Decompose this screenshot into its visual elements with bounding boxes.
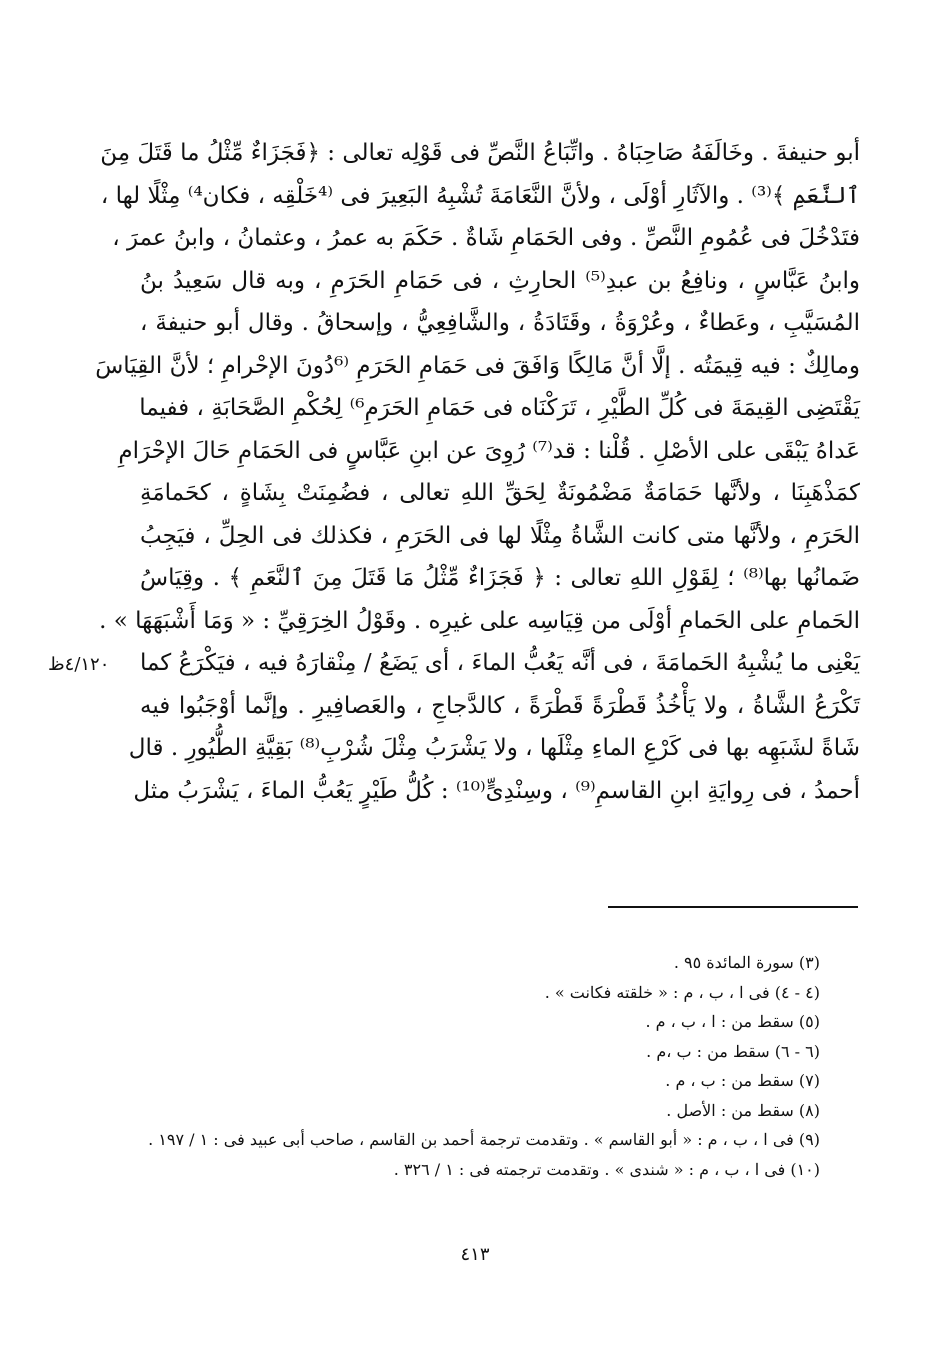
- text-line: يَعْنِى ما يُشْبِهُ الحَمامَةَ ، فى أنَّه يَعُبُّ الماءَ ، أى يَضَعُ / مِنْقارَهُ فيه ، فيَكْرَعُ كما: [140, 650, 860, 676]
- footnote: (٨) سقط من : الأصل .: [666, 1100, 820, 1120]
- text-line: الحَمامِ على الحَمامِ أوْلَى من قِيَاسِه على غيرِه . وقَوْلُ الخِرَقِيِّ : « وَمَا أَشْبَهَهَا » .: [99, 607, 860, 634]
- text-line: وابنُ عَبَّاسٍ ، ونافِعُ بن عبدِ⁽⁵⁾ الحارِثِ ، فى حَمَامِ الحَرَمِ ، وبه قال سَعِيدُ بنُ: [140, 267, 860, 294]
- footnote: (١٠) فى ا ، ب ، م : « شندى » . وتقدمت ترجمته فى : ١ / ٣٢٦ .: [393, 1159, 820, 1179]
- footnote: (٥) سقط من : ا ، ب ، م .: [645, 1012, 820, 1031]
- page-number: ٤١٣: [460, 1244, 490, 1265]
- margin-folio-note: ٤/١٢٠ظ: [48, 654, 110, 675]
- text-line: شَاةً لشَبَهِه بها فى كَرْعِ الماءِ مِثْلَها ، ولا يَشْرَبُ مِثْلَ شُرْبِ⁽⁸⁾ بَقِيَّةِ الطُّيُورِ . قال: [128, 735, 860, 761]
- text-line: عَداهُ يَبْقَى على الأصْلِ . قُلْنا : قد⁽⁷⁾ رُوِىَ عن ابنِ عَبَّاسٍ فى الحَمَامِ حَالَ الإحْرَامِ: [118, 437, 860, 464]
- footnote: (٧) سقط من : ب ، م .: [665, 1071, 820, 1090]
- text-line: فتَدْخُلَ فى عُمُومِ النَّصِّ . وفى الحَمَامِ شَاةٌ . حَكَمَ به عمرُ ، وعثمانُ ، وابنُ عمرَ ،: [112, 225, 860, 251]
- main-text-block: [95, 132, 860, 812]
- text-line: المُسَيَّبِ ، وعَطاءٌ ، وعُرْوَةُ ، وقَتَادَةُ ، والشَّافِعِيُّ ، وإسحاقُ . وقال أبو حنيفةَ ،: [140, 310, 860, 336]
- footnote: (٦ - ٦) سقط من : ب ،م .: [646, 1041, 820, 1061]
- footnote: (٩) فى ا ، ب ، م : « أبو القاسم » . وتقدمت ترجمة أحمد بن القاسم ، صاحب أبى عبيد فى : ١ / ١٩٧ .: [148, 1130, 820, 1149]
- text-line: الحَرَمِ ، ولأنَّها متى كانت الشَّاةُ مِثْلًا لها فى الحَرَمِ ، فكذلك فى الحِلِّ ، فيَجِبُ: [140, 522, 860, 549]
- text-line: أبو حنيفةَ . وخَالَفَهُ صَاحِبَاهُ . واتِّبَاعُ النَّصِّ فى قَوْلِه تعالى : ﴿فَجَزَاءٌ مِّثْلُ ما قَتَلَ مِنَ: [100, 140, 860, 166]
- text-line: تَكْرَعُ الشَّاةُ ، ولا يَأْخُذُ قَطْرَةً قَطْرَةً ، كالدَّجاجِ ، والعَصافِيرِ . وإنَّما أوْجَبُوا فيه: [140, 692, 860, 719]
- text-line: أحمدُ ، فى رِوايَةِ ابنِ القاسمِ⁽⁹⁾ ، وسِنْدِىٍّ⁽¹⁰⁾ : كُلُّ طَيْرٍ يَعُبُّ الماءَ ، يَشْرَبُ مثل: [133, 777, 860, 804]
- text-line: ضَمانُها بها⁽⁸⁾ ؛ لِقَوْلِ اللهِ تعالى : ﴿ فَجَزَاءٌ مِّثْلُ مَا قَتَلَ مِنَ ٱلنَّعَمِ ﴾ . وقِيَاسُ: [140, 565, 860, 591]
- footnote-separator: [608, 906, 858, 908]
- text-line: كمَذْهَبِنَا ، ولأنَّها حَمَامَةٌ مَضْمُونَةٌ لِحَقِّ اللهِ تعالى ، فضُمِنَتْ بِشَاةٍ ، كحَمامَةِ: [140, 480, 860, 506]
- footnote: (٤ - ٤) فى ا ، ب ، م : « خلقته فكانت » .: [544, 982, 820, 1002]
- text-line: ومالِكٌ : فيه قِيمَتُه . إلَّا أنَّ مَالِكًا وَافَقَ فى حَمَامِ الحَرَمِ ⁽⁶دُونَ الإحْرامِ ؛ لأنَّ القِيَاسَ: [95, 352, 860, 379]
- footnote: (٣) سورة المائدة ٩٥ .: [673, 953, 820, 972]
- text-line: ٱلنَّعَمِ ﴾⁽³⁾ . والآثَارِ أوْلَى ، ولأنَّ النَّعَامَةَ تُشْبِهُ البَعِيرَ فى ⁽⁴خَلْقِه ، فكان⁴⁾ مِثْلًا لها ،: [100, 182, 860, 209]
- footnotes-block: [120, 948, 820, 1184]
- text-line: يَقْتَضِى القِيمَةَ فى كُلِّ الطَّيْرِ ، تَرَكْنَاه فى حَمَامِ الحَرَمِ⁶⁾ لِحُكْمِ الصَّحَابَةِ ، ففيما: [139, 395, 860, 421]
